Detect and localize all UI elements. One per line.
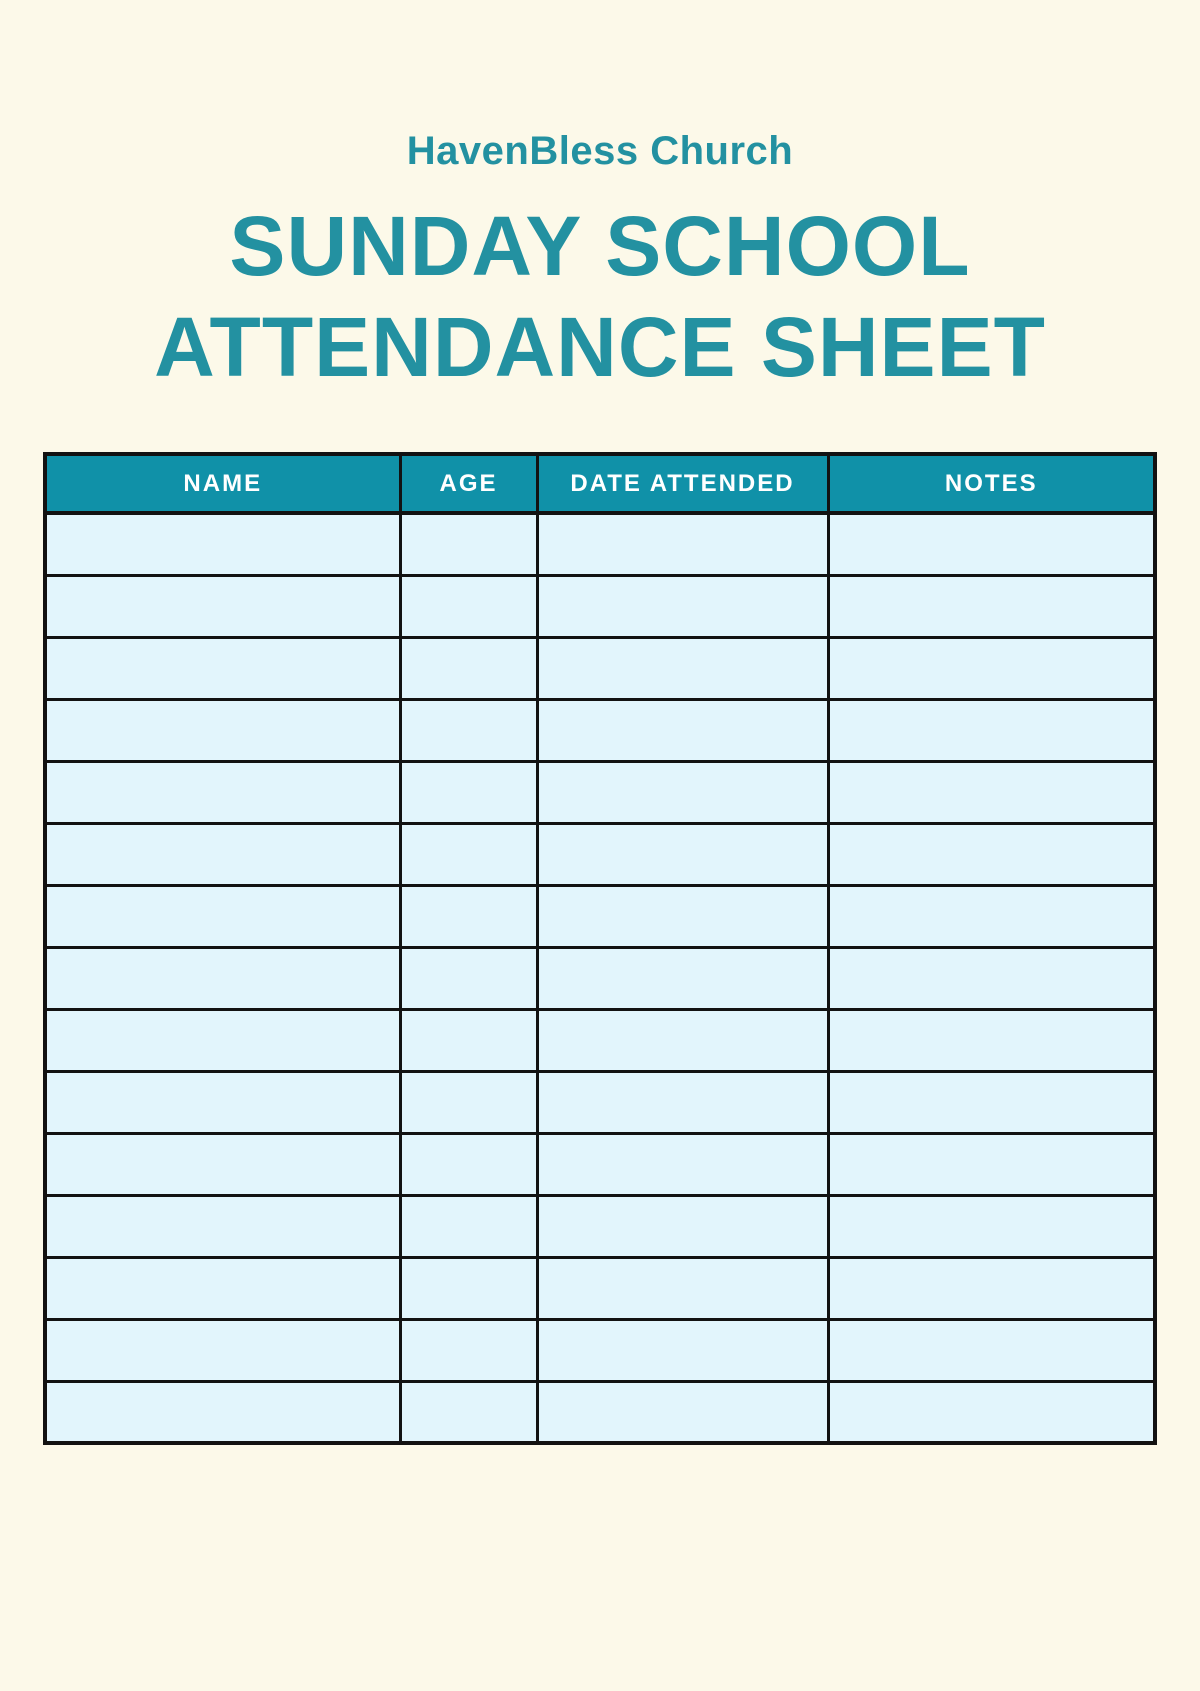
attendance-cell-date-attended[interactable] xyxy=(537,885,828,947)
attendance-cell-age[interactable] xyxy=(400,947,537,1009)
attendance-cell-notes[interactable] xyxy=(828,637,1155,699)
attendance-cell-notes[interactable] xyxy=(828,761,1155,823)
attendance-cell-notes[interactable] xyxy=(828,1133,1155,1195)
attendance-cell-name[interactable] xyxy=(45,637,400,699)
attendance-cell-age[interactable] xyxy=(400,1133,537,1195)
attendance-cell-name[interactable] xyxy=(45,1381,400,1443)
attendance-cell-age[interactable] xyxy=(400,1009,537,1071)
table-row xyxy=(45,1009,1155,1071)
attendance-cell-age[interactable] xyxy=(400,1381,537,1443)
attendance-cell-notes[interactable] xyxy=(828,1071,1155,1133)
attendance-cell-name[interactable] xyxy=(45,823,400,885)
attendance-cell-date-attended[interactable] xyxy=(537,1133,828,1195)
attendance-cell-date-attended[interactable] xyxy=(537,947,828,1009)
table-row xyxy=(45,885,1155,947)
table-header-row xyxy=(45,454,1155,513)
attendance-cell-age[interactable] xyxy=(400,699,537,761)
attendance-cell-notes[interactable] xyxy=(828,823,1155,885)
attendance-cell-age[interactable] xyxy=(400,1257,537,1319)
sheet-title-line-2: ATTENDANCE SHEET xyxy=(154,300,1046,394)
attendance-cell-date-attended[interactable] xyxy=(537,823,828,885)
table-row xyxy=(45,823,1155,885)
table-row xyxy=(45,1195,1155,1257)
sheet-title-line-1: SUNDAY SCHOOL xyxy=(229,199,971,293)
attendance-cell-notes[interactable] xyxy=(828,1257,1155,1319)
attendance-cell-notes[interactable] xyxy=(828,513,1155,575)
table-row xyxy=(45,513,1155,575)
table-row xyxy=(45,1381,1155,1443)
table-row xyxy=(45,947,1155,1009)
attendance-cell-date-attended[interactable] xyxy=(537,1381,828,1443)
attendance-cell-name[interactable] xyxy=(45,575,400,637)
attendance-cell-name[interactable] xyxy=(45,761,400,823)
attendance-cell-name[interactable] xyxy=(45,1133,400,1195)
attendance-cell-notes[interactable] xyxy=(828,1381,1155,1443)
attendance-cell-name[interactable] xyxy=(45,1195,400,1257)
sheet-title xyxy=(0,196,1200,398)
attendance-cell-date-attended[interactable] xyxy=(537,1071,828,1133)
attendance-cell-age[interactable] xyxy=(400,575,537,637)
attendance-cell-notes[interactable] xyxy=(828,1195,1155,1257)
attendance-cell-date-attended[interactable] xyxy=(537,513,828,575)
attendance-cell-date-attended[interactable] xyxy=(537,575,828,637)
attendance-cell-name[interactable] xyxy=(45,1009,400,1071)
attendance-cell-age[interactable] xyxy=(400,1319,537,1381)
attendance-table xyxy=(43,452,1157,1445)
attendance-cell-name[interactable] xyxy=(45,699,400,761)
table-row xyxy=(45,761,1155,823)
attendance-cell-name[interactable] xyxy=(45,947,400,1009)
attendance-cell-name[interactable] xyxy=(45,1319,400,1381)
attendance-table-body xyxy=(45,513,1155,1443)
table-row xyxy=(45,575,1155,637)
column-header-notes: NOTES xyxy=(828,454,1155,513)
attendance-cell-name[interactable] xyxy=(45,1071,400,1133)
column-header-name: NAME xyxy=(45,454,400,513)
attendance-cell-date-attended[interactable] xyxy=(537,699,828,761)
attendance-cell-date-attended[interactable] xyxy=(537,637,828,699)
attendance-cell-age[interactable] xyxy=(400,1071,537,1133)
column-header-age: AGE xyxy=(400,454,537,513)
attendance-cell-age[interactable] xyxy=(400,761,537,823)
attendance-cell-date-attended[interactable] xyxy=(537,1195,828,1257)
attendance-cell-date-attended[interactable] xyxy=(537,761,828,823)
attendance-cell-date-attended[interactable] xyxy=(537,1257,828,1319)
attendance-cell-age[interactable] xyxy=(400,823,537,885)
attendance-cell-notes[interactable] xyxy=(828,947,1155,1009)
table-row xyxy=(45,637,1155,699)
attendance-cell-name[interactable] xyxy=(45,513,400,575)
attendance-cell-age[interactable] xyxy=(400,1195,537,1257)
attendance-cell-notes[interactable] xyxy=(828,575,1155,637)
attendance-cell-age[interactable] xyxy=(400,513,537,575)
attendance-cell-name[interactable] xyxy=(45,1257,400,1319)
attendance-cell-date-attended[interactable] xyxy=(537,1319,828,1381)
table-row xyxy=(45,1257,1155,1319)
attendance-cell-name[interactable] xyxy=(45,885,400,947)
attendance-cell-notes[interactable] xyxy=(828,1319,1155,1381)
table-row xyxy=(45,1071,1155,1133)
table-row xyxy=(45,1319,1155,1381)
table-row xyxy=(45,699,1155,761)
attendance-cell-notes[interactable] xyxy=(828,1009,1155,1071)
attendance-cell-age[interactable] xyxy=(400,637,537,699)
attendance-cell-age[interactable] xyxy=(400,885,537,947)
attendance-cell-date-attended[interactable] xyxy=(537,1009,828,1071)
column-header-date-attended: DATE ATTENDED xyxy=(537,454,828,513)
attendance-cell-notes[interactable] xyxy=(828,885,1155,947)
organization-name: HavenBless Church xyxy=(406,129,794,173)
table-row xyxy=(45,1133,1155,1195)
attendance-cell-notes[interactable] xyxy=(828,699,1155,761)
